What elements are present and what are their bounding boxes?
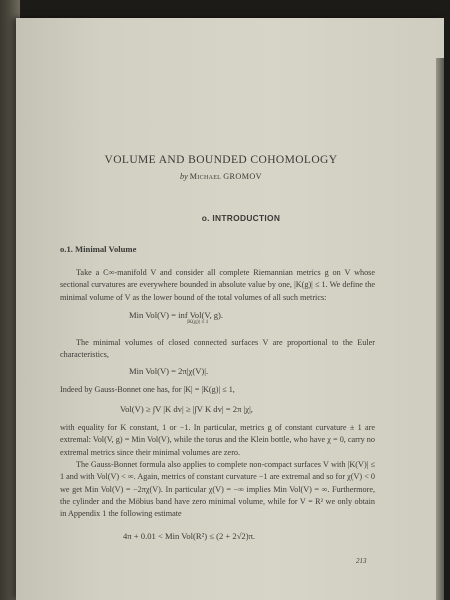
section-heading: o. INTRODUCTION — [201, 213, 281, 223]
equation-gauss-bonnet: Vol(V) ≥ ∫V |K dv| ≥ |∫V K dv| = 2π |χ|, — [120, 404, 253, 414]
equation-r2-estimate: 4π + 0.01 < Min Vol(R²) ≤ (2 + 2√2)π. — [123, 531, 256, 541]
paragraph-3: Indeed by Gauss-Bonnet one has, for |K| = |K(g)| ≤ 1, — [60, 385, 235, 394]
page-stack-edge — [436, 58, 444, 600]
byline — [76, 171, 366, 183]
subsection-heading: o.1. Minimal Volume — [60, 244, 137, 254]
author-first-name: Michael — [189, 172, 222, 181]
equation-euler: Min Vol(V) = 2π|χ(V)|. — [129, 366, 209, 376]
paragraph-2: The minimal volumes of closed connected surfaces V are proportional to the Euler characteristics, — [60, 338, 375, 360]
page-number: 213 — [356, 557, 367, 565]
equation-subscript: |K(g)| ≤ 1 — [187, 319, 209, 325]
byline-prefix: by — [179, 172, 188, 181]
paper-title: VOLUME AND BOUNDED COHOMOLOGY — [104, 154, 338, 166]
book-page — [16, 18, 444, 600]
paragraph-1: Take a C∞-manifold V and consider all complete Riemannian metrics g on V whose sectional curvatures are everywhere bounded in absolute value by one, |K(g)| ≤ 1. We define the minimal volume of V as the lower bound of the total volumes of all such metrics: — [60, 268, 375, 302]
author-last-name: GROMOV — [223, 172, 262, 181]
equation-min-vol-definition: Min Vol(V) = inf Vol(V, g). — [129, 310, 224, 320]
paragraph-5: The Gauss-Bonnet formula also applies to complete non-compact surfaces V with |K(V)| ≤ 1 and with Vol(V) < ∞. Again, metrics of constant curvature −1 are extremal and so for χ(V) < 0 we get Min Vol(V) = −2πχ(V). In particular χ(V) = −∞ implies Min Vol(V) = ∞. Furthermore, the cylinder and the Möbius band have zero minimal volume, while for V = R² we only obtain in Appendix 1 the following estimate — [60, 460, 375, 519]
paragraph-4: with equality for K constant, 1 or −1. In particular, metrics g of constant curvature ± 1 are extremal: Vol(V, g) = Min Vol(V), while the torus and the Klein bottle, who have χ = 0, carry no extremal metrics since their minimal volumes are zero. — [60, 423, 375, 457]
